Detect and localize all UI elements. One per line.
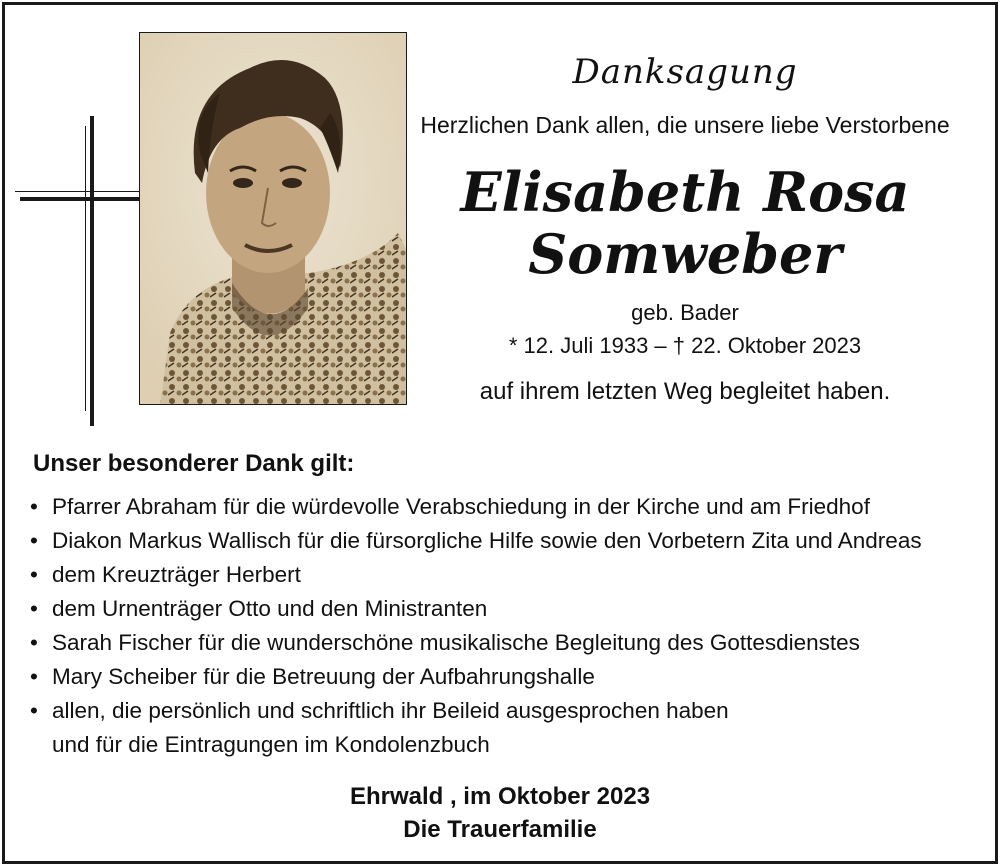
escort-text: auf ihrem letzten Weg begleitet haben. bbox=[479, 378, 891, 405]
thanks-heading: Unser besonderer Dank gilt: bbox=[33, 450, 355, 477]
life-dates: * 12. Juli 1933 – † 22. Oktober 2023 bbox=[508, 333, 862, 358]
cross-icon-thin-horizontal bbox=[15, 191, 140, 192]
list-item-text: allen, die persönlich und schriftlich ihr Beileid ausgesprochen haben bbox=[52, 698, 729, 723]
bullet-icon: • bbox=[30, 596, 38, 621]
list-item bbox=[30, 694, 922, 762]
place-date: Ehrwald , im Oktober 2023 bbox=[349, 783, 651, 810]
list-item bbox=[30, 626, 922, 660]
list-item-text: dem Urnenträger Otto und den Ministranten bbox=[52, 596, 488, 621]
list-item-text: dem Kreuzträger Herbert bbox=[52, 562, 301, 587]
list-item bbox=[30, 660, 922, 694]
deceased-name-last: Somweber bbox=[528, 222, 842, 286]
list-item-text: Mary Scheiber für die Betreuung der Aufbahrungshalle bbox=[52, 664, 595, 689]
signature: Die Trauerfamilie bbox=[403, 816, 597, 843]
portrait-photo bbox=[139, 32, 407, 405]
intro-text: Herzlichen Dank allen, die unsere liebe Verstorbene bbox=[420, 112, 950, 138]
list-item bbox=[30, 558, 922, 592]
list-item bbox=[30, 592, 922, 626]
bullet-icon: • bbox=[30, 528, 38, 553]
list-item-text: Diakon Markus Wallisch für die fürsorgliche Hilfe sowie den Vorbetern Zita und Andreas bbox=[52, 528, 922, 553]
bullet-icon: • bbox=[30, 630, 38, 655]
list-item bbox=[30, 524, 922, 558]
cross-icon-horizontal bbox=[20, 197, 140, 201]
list-item-continuation: und für die Eintragungen im Kondolenzbuch bbox=[52, 732, 490, 757]
bullet-icon: • bbox=[30, 664, 38, 689]
list-item-text: Pfarrer Abraham für die würdevolle Verabschiedung in der Kirche und am Friedhof bbox=[52, 494, 870, 519]
thanks-list bbox=[30, 490, 922, 762]
cross-icon bbox=[90, 116, 94, 426]
notice-title: Danksagung bbox=[572, 52, 798, 92]
bullet-icon: • bbox=[30, 494, 38, 519]
bullet-icon: • bbox=[30, 562, 38, 587]
bullet-icon: • bbox=[30, 698, 38, 723]
list-item-text: Sarah Fischer für die wunderschöne musikalische Begleitung des Gottesdienstes bbox=[52, 630, 860, 655]
deceased-name-first: Elisabeth Rosa bbox=[460, 160, 910, 224]
cross-icon-thin-vertical bbox=[85, 126, 86, 411]
maiden-name: geb. Bader bbox=[631, 300, 739, 325]
list-item bbox=[30, 490, 922, 524]
